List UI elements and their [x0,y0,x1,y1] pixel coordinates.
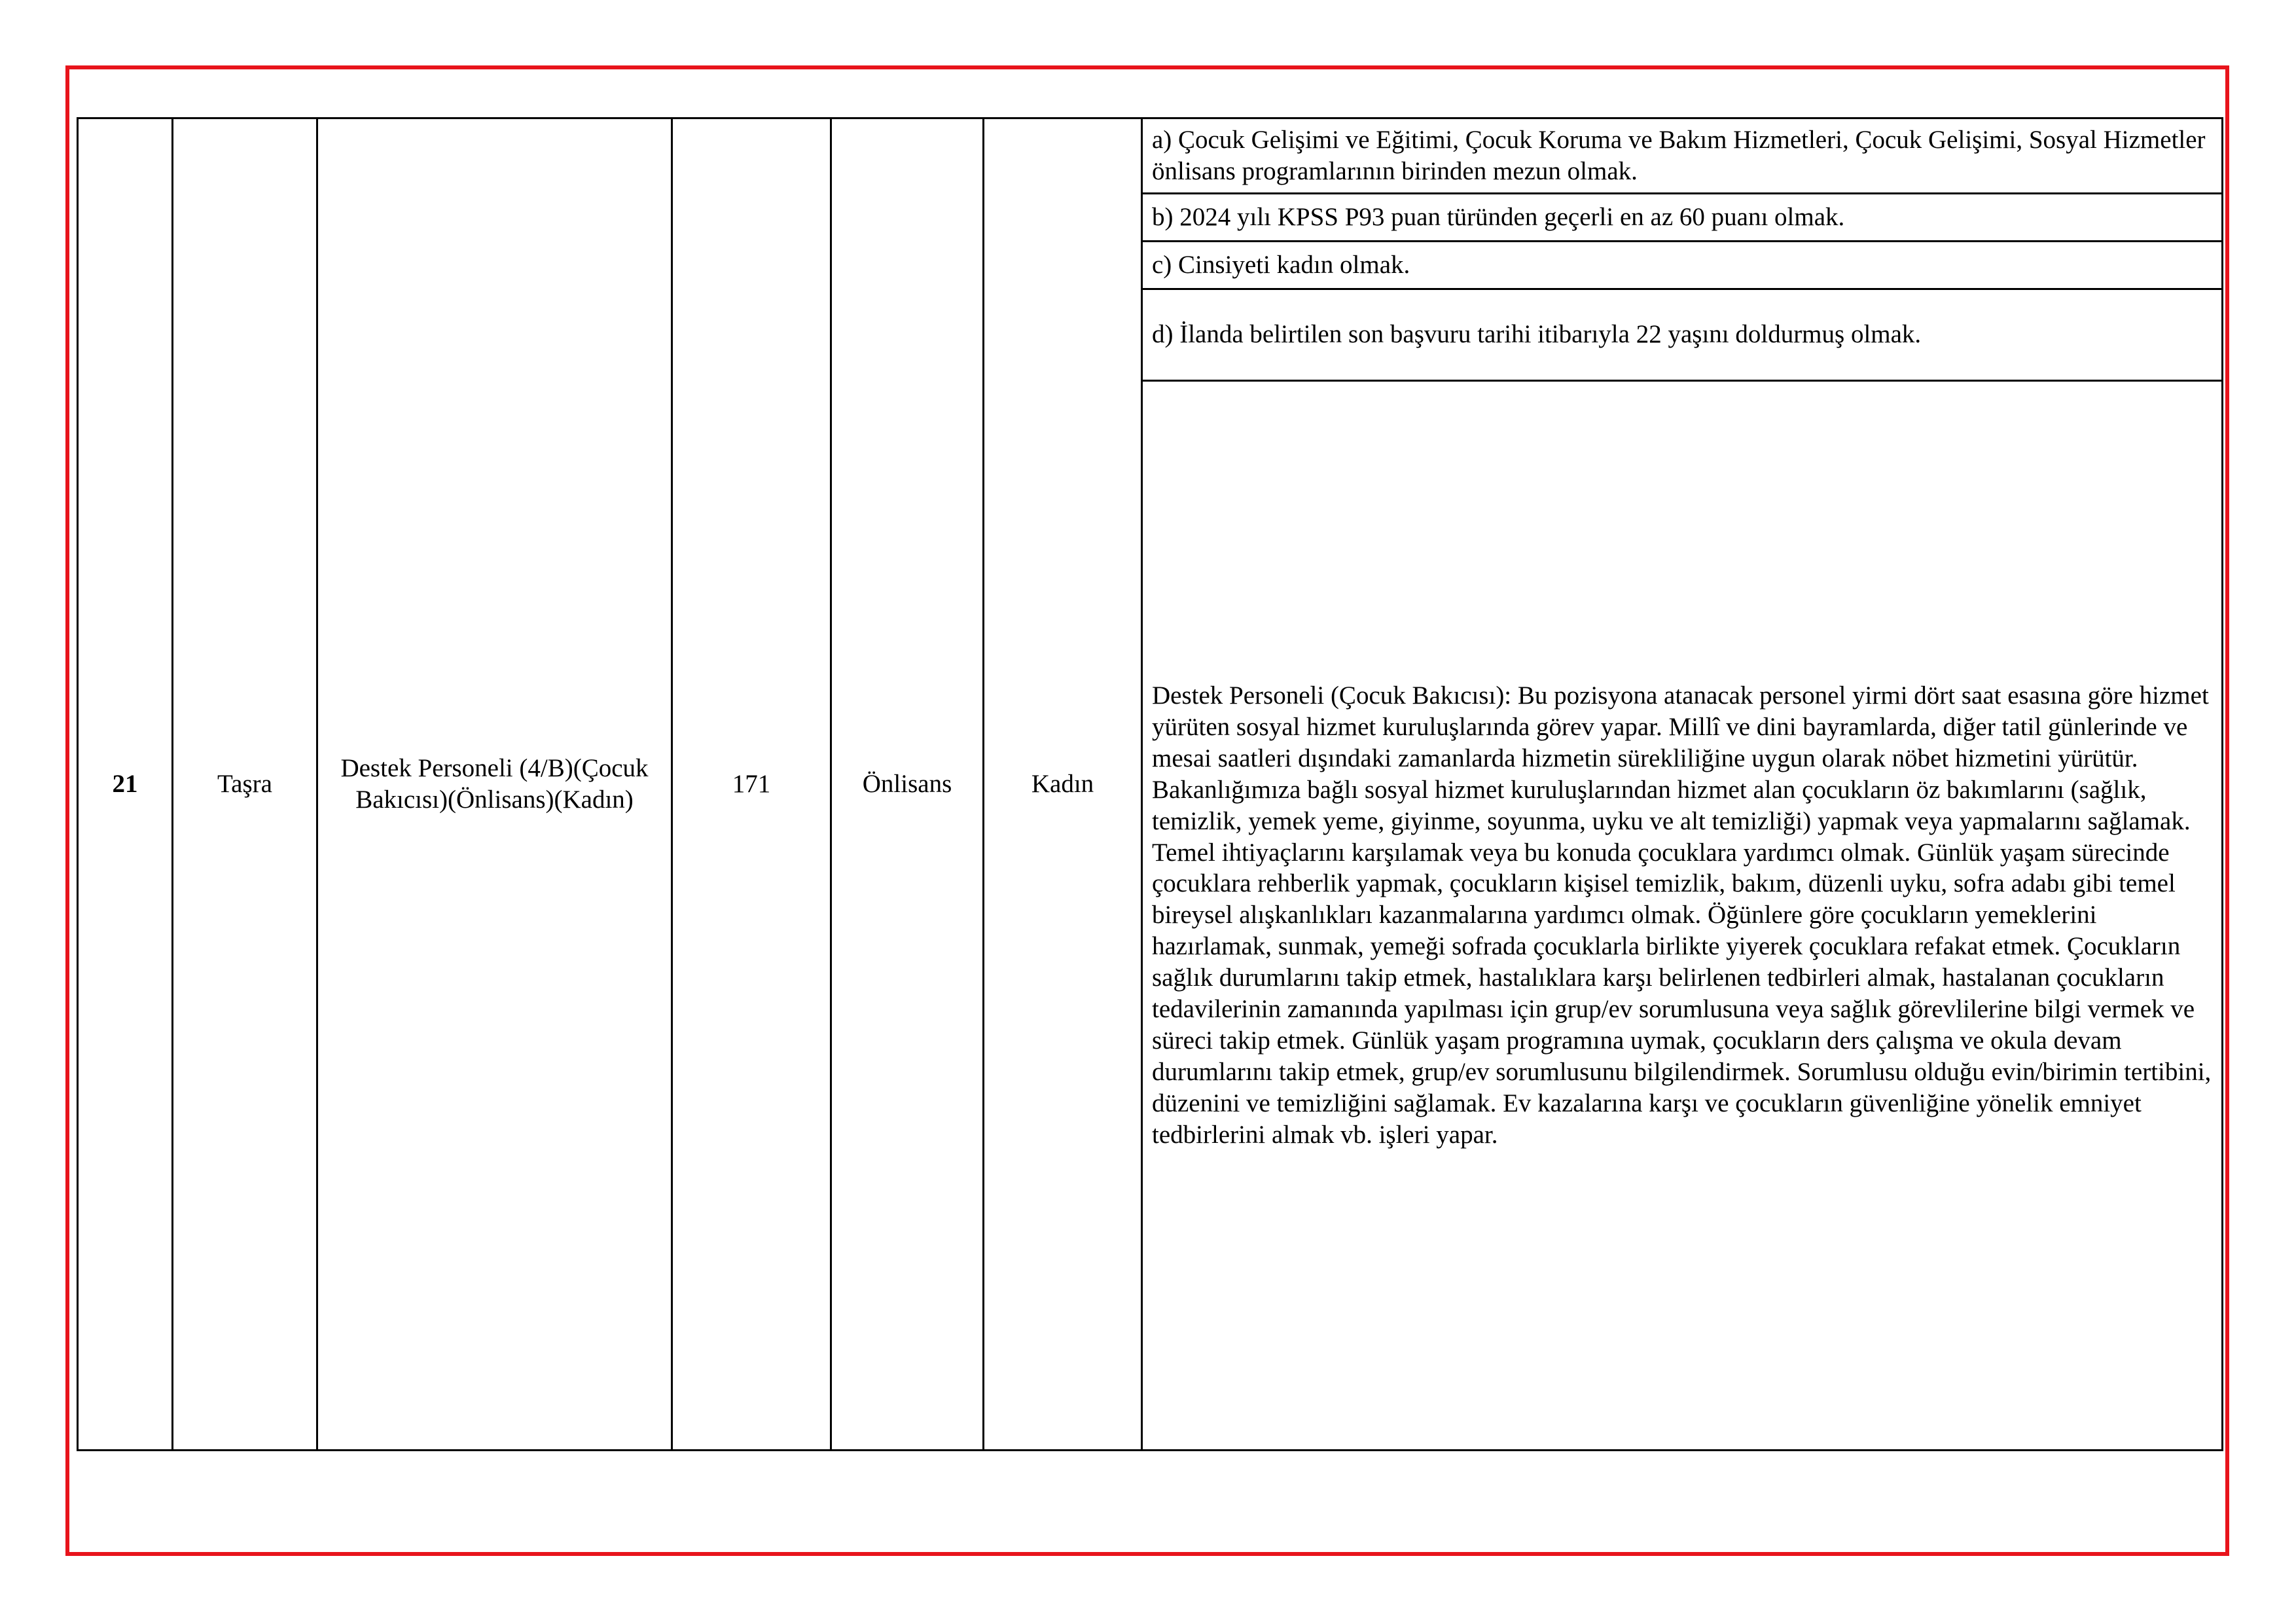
gender-cell: Kadın [984,118,1142,1451]
position-table [77,117,2223,1451]
requirement-c: c) Cinsiyeti kadın olmak. [1142,241,2223,289]
table-row [78,118,2223,194]
requirement-a: a) Çocuk Gelişimi ve Eğitimi, Çocuk Koruma ve Bakım Hizmetleri, Çocuk Gelişimi, Sosyal Hizmetler önlisans programlarının birinden mezun olmak. [1142,118,2223,194]
job-description-cell: Destek Personeli (Çocuk Bakıcısı): Bu pozisyona atanacak personel yirmi dört saat esasına göre hizmet yürüten sosyal hizmet kuruluşlarında görev yapar. Millî ve dini bayramlarda, diğer tatil günlerinde ve mesai saatleri dışındaki zamanlarda hizmetin sürekliliğine uygun olarak nöbet hizmetini yürütür. Bakanlığımıza bağlı sosyal hizmet kuruluşlarından hizmet alan çocukların öz bakımlarını (sağlık, temizlik, yemek yeme, giyinme, soyunma, uyku ve alt temizliği) yapmak veya yapmalarını sağlamak. Temel ihtiyaçlarını karşılamak veya bu konuda çocuklara yardımcı olmak. Günlük yaşam sürecinde çocuklara rehberlik yapmak, çocukların kişisel temizlik, bakım, düzenli uyku, sofra adabı gibi temel bireysel alışkanlıkları kazanmalarına yardımcı olmak. Öğünlere göre çocukların yemeklerini hazırlamak, sunmak, yemeği sofrada çocuklarla birlikte yiyerek çocuklara refakat etmek. Çocukların sağlık durumlarını takip etmek, hastalıklara karşı belirlenen tedbirleri almak, hastalanan çocukların tedavilerinin zamanında yapılması için grup/ev sorumlusuna veya sağlık görevlilerine bilgi vermek ve süreci takip etmek. Günlük yaşam programına uymak, çocukların ders çalışma ve okula devam durumlarını takip etmek, grup/ev sorumlusunu bilgilendirmek. Sorumlusu olduğu evin/birimin tertibini, düzenini ve temizliğini sağlamak. Ev kazalarına karşı ve çocukların güvenliğine yönelik emniyet tedbirlerini almak vb. işleri yapar. [1142,380,2223,1450]
requirement-d: d) İlanda belirtilen son başvuru tarihi itibarıyla 22 yaşını doldurmuş olmak. [1142,289,2223,380]
education-level-cell: Önlisans [831,118,984,1451]
requirement-b: b) 2024 yılı KPSS P93 puan türünden geçerli en az 60 puanı olmak. [1142,193,2223,241]
row-number: 21 [78,118,173,1451]
position-count-cell: 171 [672,118,831,1451]
location-cell: Taşra [173,118,317,1451]
position-title-cell: Destek Personeli (4/B)(Çocuk Bakıcısı)(Önlisans)(Kadın) [317,118,672,1451]
